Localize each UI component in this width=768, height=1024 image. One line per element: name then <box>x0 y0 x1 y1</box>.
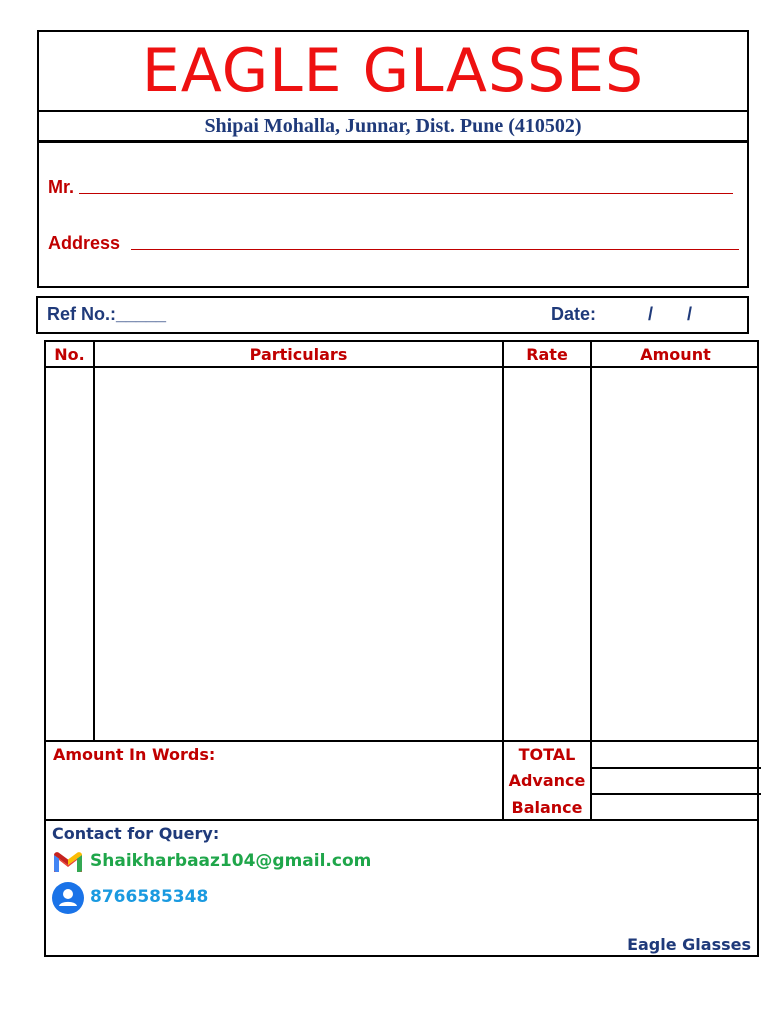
summary-divider <box>46 740 757 742</box>
contact-phone[interactable]: 8766585348 <box>90 887 209 907</box>
total-row-divider <box>590 767 761 769</box>
total-label: TOTAL <box>518 745 576 764</box>
address-line[interactable] <box>131 249 739 250</box>
date-separator-1: / <box>648 304 654 324</box>
amount-in-words-label: Amount In Words: <box>53 745 216 764</box>
col-header-amount: Amount <box>640 345 711 364</box>
gmail-icon <box>52 850 84 874</box>
shop-address: Shipai Mohalla, Junnar, Dist. Pune (410502) <box>204 114 582 137</box>
particulars-entry-area[interactable] <box>95 368 502 740</box>
col-header-rate: Rate <box>526 345 568 364</box>
advance-row-divider <box>590 793 761 795</box>
mr-line[interactable] <box>79 193 733 194</box>
contact-email[interactable]: Shaikharbaaz104@gmail.com <box>90 851 372 871</box>
address-label: Address <box>48 233 121 253</box>
ref-box <box>36 296 749 334</box>
contact-person-icon <box>52 882 84 914</box>
shop-name: EAGLE GLASSES <box>141 36 645 106</box>
col-header-no: No. <box>54 345 85 364</box>
mr-label: Mr. <box>48 177 75 197</box>
advance-label: Advance <box>508 771 586 790</box>
address-row <box>39 112 747 143</box>
col-divider-rate <box>590 342 592 820</box>
date-label: Date: <box>551 304 597 324</box>
balance-label: Balance <box>511 798 583 817</box>
items-table <box>44 340 759 957</box>
col-header-particulars: Particulars <box>249 345 348 364</box>
footer-shop-name: Eagle Glasses <box>627 935 751 954</box>
header-box <box>37 30 749 288</box>
contact-divider <box>46 819 757 821</box>
ref-number-label: Ref No.:_____ <box>47 304 167 324</box>
title-row <box>39 32 747 112</box>
contact-title: Contact for Query: <box>52 824 220 843</box>
date-separator-2: / <box>687 304 693 324</box>
